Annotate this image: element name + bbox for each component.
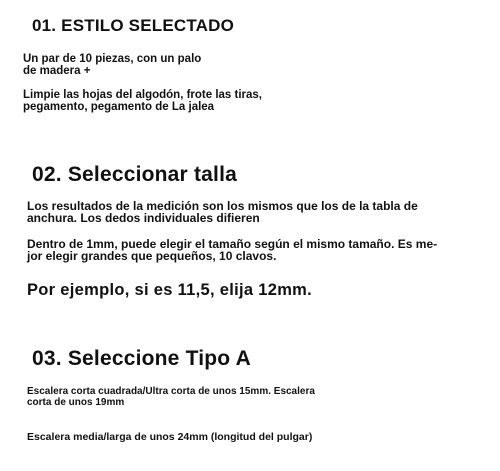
section-3-heading: 03. Seleccione Tipo A	[32, 347, 251, 370]
section-1-heading: 01. ESTILO SELECTADO	[32, 16, 235, 35]
section-2-paragraph-1	[27, 200, 418, 224]
section-2-paragraph-2-line-2: jor elegir grandes que pequeños, 10 clavos.	[27, 249, 277, 263]
section-3-paragraph-2: Escalera media/larga de unos 24mm (longitud del pulgar)	[27, 431, 313, 443]
section-1-paragraph-1-line-1: Un par de 10 piezas, con un palo	[23, 53, 202, 65]
section-3-paragraph-1	[27, 386, 315, 408]
section-1-paragraph-1-line-2: de madera +	[23, 65, 91, 77]
section-2-heading: 02. Seleccionar talla	[32, 163, 237, 186]
section-3-paragraph-1-line-1: Escalera corta cuadrada/Ultra corta de unos 15mm. Escalera	[27, 386, 315, 397]
section-2-paragraph-1-line-2: anchura. Los dedos individuales difieren	[27, 211, 260, 225]
section-1-paragraph-2	[23, 89, 262, 113]
section-1-paragraph-2-line-2: pegamento, pegamento de La jalea	[23, 101, 215, 113]
section-2-example: Por ejemplo, si es 11,5, elija 12mm.	[27, 281, 313, 299]
section-1-paragraph-2-line-1: Limpie las hojas del algodón, frote las tiras,	[23, 89, 263, 101]
section-1-paragraph-1	[23, 53, 201, 77]
section-2-paragraph-2	[27, 238, 437, 262]
section-3-paragraph-1-line-2: corta de unos 19mm	[27, 397, 125, 408]
section-2-paragraph-2-line-1: Dentro de 1mm, puede elegir el tamaño según el mismo tamaño. Es me-	[27, 237, 438, 251]
section-2-paragraph-1-line-1: Los resultados de la medición son los mismos que los de la tabla de	[27, 199, 418, 213]
